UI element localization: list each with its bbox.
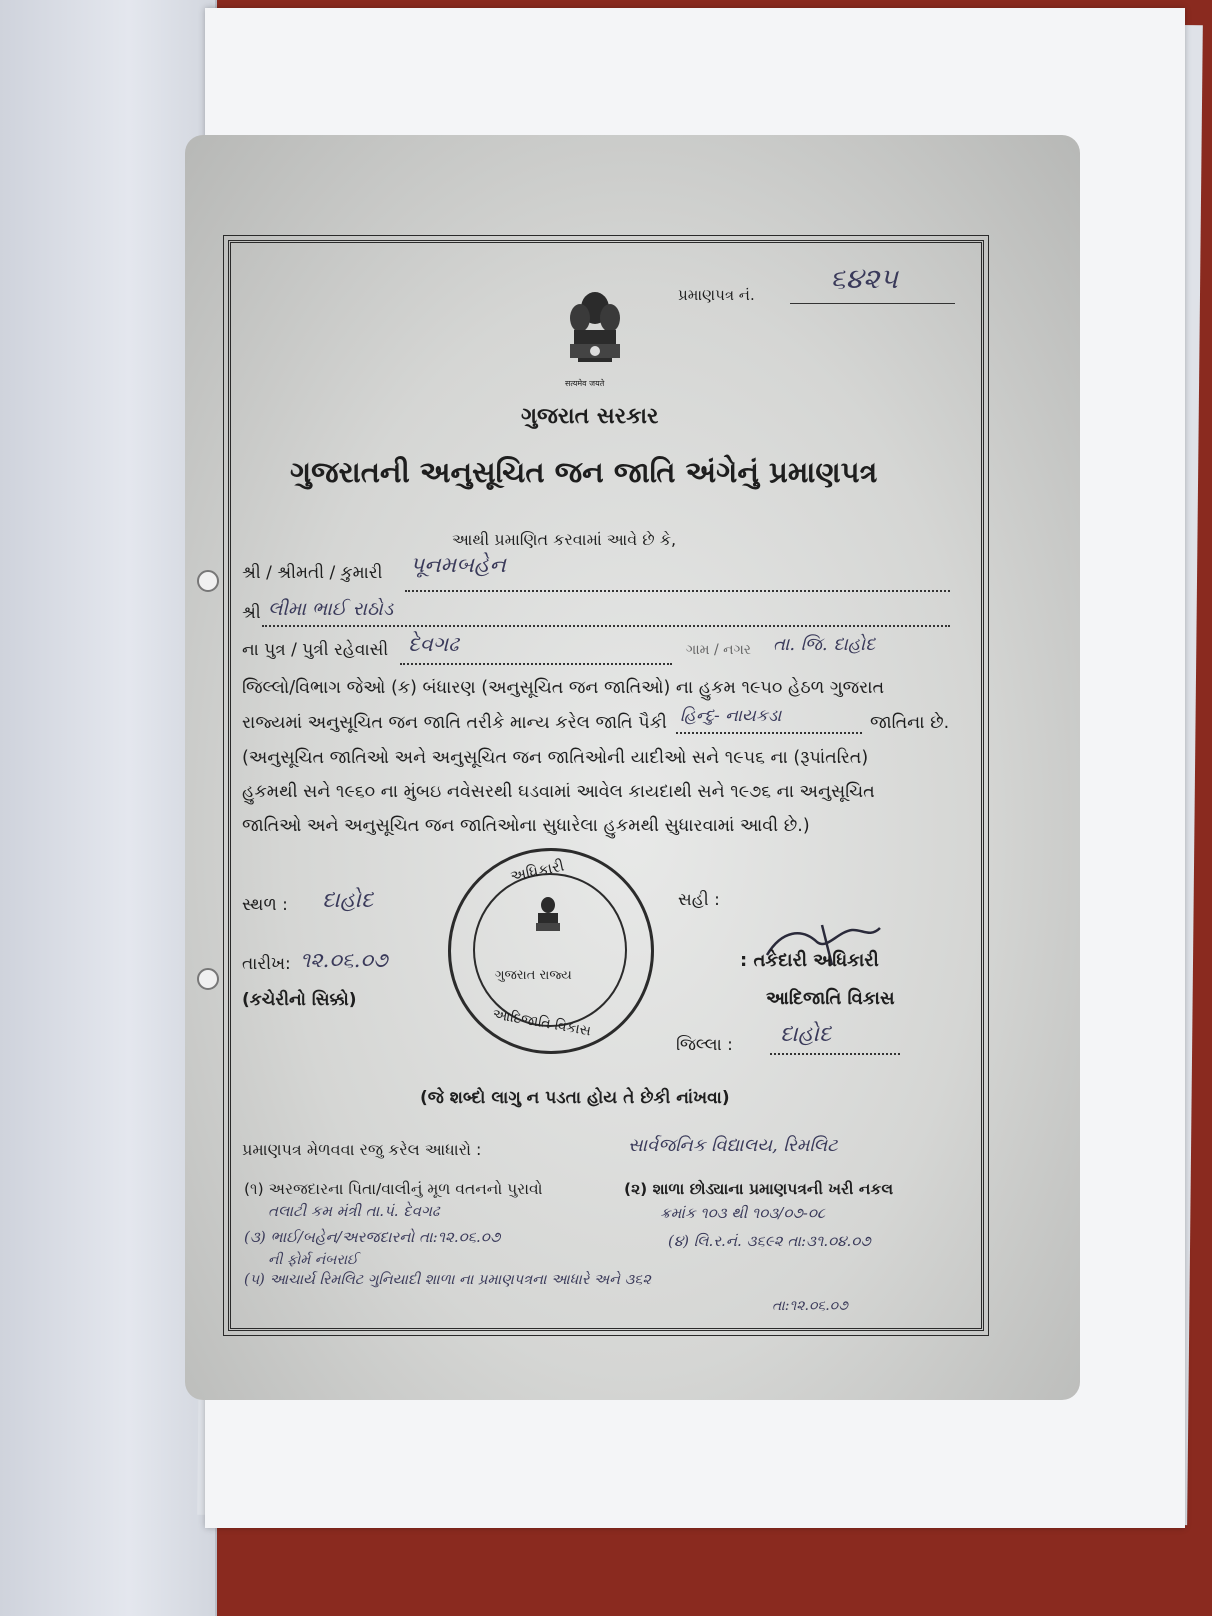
body-line-1: જિલ્લો/વિભાગ જેઓ (ક) બંધારણ (અનુસૂચિત જન જાતિઓ) ના હુકમ ૧૯૫૦ હેઠળ ગુજરાત [242, 678, 885, 698]
place-value: દાહોદ [322, 888, 374, 913]
certificate-number-label: પ્રમાણપત્ર નં. [678, 286, 755, 304]
basis-item-5: (૫) આચાર્ય રિમલિટ ગુનિયાદી શાળા ના પ્રમાણપત્રના આધારે અને ૩૬૨ [244, 1272, 651, 1288]
resident-dotted-line [400, 663, 672, 665]
village-value: તા. જિ. દાહોદ [773, 634, 876, 655]
certificate-title: ગુજરાતની અનુસૂચિત જન જાતિ અંગેનું પ્રમાણપત્ર [290, 455, 878, 489]
seal-text-bottom: આદિજાતિ વિકાસ [491, 1006, 593, 1040]
basis-item-2: (૨) શાળા છોડ્યાના પ્રમાણપત્રની ખરી નકલ [624, 1180, 894, 1198]
strike-instruction: (જે શબ્દો લાગુ ન પડતા હોય તે છેકી નાંખવા) [420, 1088, 730, 1108]
parent-name: લીમા ભાઈ રાઠોડ [268, 598, 394, 620]
punch-hole [197, 968, 219, 990]
certificate-number-line [790, 303, 955, 304]
seal-text-center: ગુજરાત રાજ્ય [495, 968, 572, 983]
district-value: દાહોદ [780, 1022, 832, 1047]
basis-heading: પ્રમાણપત્ર મેળવવા રજુ કરેલ આધારો : [242, 1140, 482, 1159]
national-emblem-icon [560, 286, 630, 386]
date-value: ૧૨.૦૬.૦૭ [300, 948, 388, 972]
district-label: જિલ્લા : [676, 1035, 733, 1055]
basis-handwritten-1: સાર્વજનિક વિદ્યાલય, રિમલિટ [628, 1135, 838, 1156]
body-line-3: (અનુસૂચિત જાતિઓ અને અનુસૂચિત જન જાતિઓની યાદીઓ સને ૧૯૫૬ ના (રૂપાંતરિત) [242, 748, 869, 768]
basis-item-1: (૧) અરજદારના પિતા/વાલીનું મૂળ વતનનો પુરાવો [244, 1180, 543, 1198]
body-line-2-prefix: રાજ્યમાં અનુસૂચિત જન જાતિ તરીકે માન્ય કરેલ જાતિ પૈકી [242, 713, 667, 733]
basis-item-3: (૩) ભાઈ/બહેન/અરજદારનો તા:૧૨.૦૬.૦૭ [244, 1228, 501, 1246]
body-line-5: જાતિઓ અને અનુસૂચિત જન જાતિઓના સુધારેલા હુકમથી સુધારવામાં આવી છે.) [242, 816, 810, 836]
office-seal-label: (કચેરીનો સિક્કો) [242, 990, 357, 1010]
body-line-2-suffix: જાતિના છે. [870, 713, 950, 733]
punch-hole [197, 570, 219, 592]
basis-handwritten-4: તા:૧૨.૦૬.૦૭ [772, 1298, 848, 1314]
place-label: સ્થળ : [242, 895, 288, 915]
basis-handwritten-2: તલાટી કમ મંત્રી તા.પં. દેવગઢ [268, 1202, 440, 1220]
officer-title: : તકેદારી અધિકારી [740, 950, 879, 971]
officer-department: આદિજાતિ વિકાસ [766, 988, 895, 1009]
caste-dotted-line [676, 732, 862, 734]
issuer-name: ગુજરાત સરકાર [521, 404, 659, 429]
intro-text: આથી પ્રમાણિત કરવામાં આવે છે કે, [452, 530, 677, 549]
applicant-label: શ્રી / શ્રીમતી / કુમારી [242, 563, 383, 583]
applicant-dotted-line [405, 590, 950, 592]
parent-label: શ્રી [242, 603, 261, 623]
basis-handwritten-3: ક્રમાંક ૧૦૩ થી ૧૦૩/૦૭-૦૮ [660, 1204, 826, 1222]
basis-item-5-prefix: ની ફોર્મ નંબરાઈ [268, 1252, 358, 1268]
applicant-name: પૂનમબહેન [410, 553, 506, 578]
certificate-number-value: ૬૪૨૫ [830, 262, 898, 295]
emblem-caption: सत्यमेव जयते [565, 379, 605, 388]
date-label: તારીખ: [242, 954, 291, 974]
resident-label: ના પુત્ર / પુત્રી રહેવાસી [242, 640, 389, 660]
seal-emblem-icon [532, 895, 564, 940]
signature-label: સહી : [678, 890, 720, 910]
resident-value: દેવગઢ [408, 632, 459, 656]
body-line-4: હુકમથી સને ૧૯૬૦ ના મુંબઇ નવેસરથી ઘડવામાં આવેલ કાયદાથી સને ૧૯૭૬ ના અનુસૂચિત [242, 782, 875, 802]
parent-dotted-line [262, 625, 950, 627]
caste-value: હિન્દુ- નાયકડા [680, 706, 782, 726]
district-dotted-line [770, 1053, 900, 1055]
seal-text-top: અધિકારી [508, 856, 566, 886]
basis-item-4: (૪) લિ.ર.નં. ૩૬૯૨ તા:૩૧.૦૪.૦૭ [668, 1232, 871, 1250]
village-label: ગામ / નગર [686, 642, 752, 658]
